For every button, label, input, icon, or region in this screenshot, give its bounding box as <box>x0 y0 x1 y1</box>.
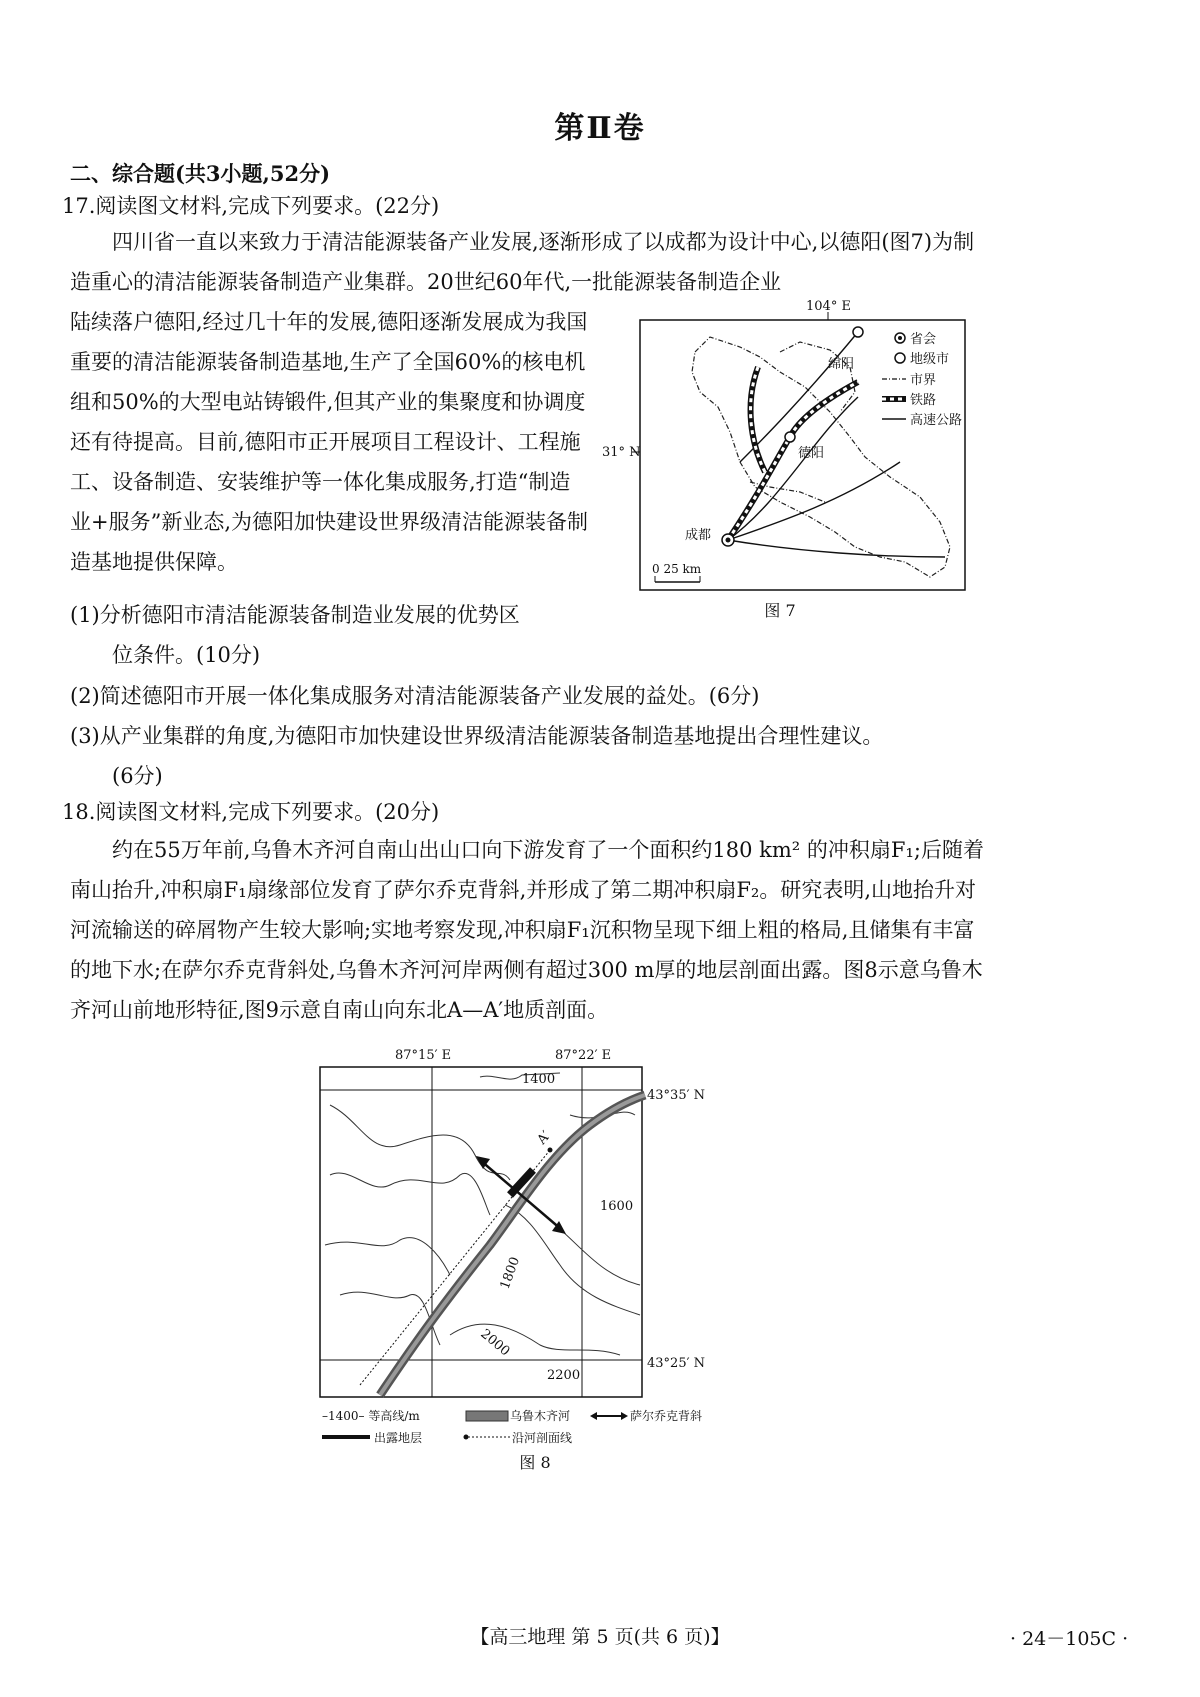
fig8-legend-anticline: 萨尔乔克背斜 <box>630 1409 703 1423</box>
q17-sub1-line2: 位条件。(10分) <box>112 643 261 667</box>
fig7-lat-label: 31° N <box>602 445 641 460</box>
figure-7-map <box>600 292 980 622</box>
fig7-lon-label: 104° E <box>806 299 851 314</box>
q17-para-left: 陆续落户德阳,经过几十年的发展,德阳逐渐发展成为我国重要的清洁能源装备制造基地,生产了全国60%的核电机组和50%的大型电站铸锻件,但其产业的集聚度和协调度还有待提高。目前,德阳市正开展项目工程设计、工程施工、设备制造、安装维护等一体化集成服务,打造“制造业+服务”新业态,为德阳加快建设世界级清洁能源装备制造基地提供保障。 <box>70 310 589 574</box>
q17-para-top: 四川省一直以来致力于清洁能源装备产业发展,逐渐形成了以成都为设计中心,以德阳(图7)为制造重心的清洁能源装备制造产业集群。20世纪60年代,一批能源装备制造企业 <box>70 230 975 294</box>
q17-sub1-line1: (1)分析德阳市清洁能源装备制造业发展的优势区 <box>70 603 520 627</box>
q17-sub3-line1: (3)从产业集群的角度,为德阳市加快建设世界级清洁能源装备制造基地提出合理性建议。 <box>70 724 884 748</box>
fig8-lat-top: 43°35′ N <box>647 1088 706 1103</box>
fig7-mianyang-label: 绵阳 <box>828 357 855 372</box>
fig8-contour-2000: 2000 <box>477 1326 513 1360</box>
q17-sub2: (2)简述德阳市开展一体化集成服务对清洁能源装备产业发展的益处。(6分) <box>70 684 760 708</box>
fig7-caption: 图 7 <box>764 601 796 620</box>
fig7-deyang-marker <box>785 432 795 442</box>
fig7-mianyang-boundary <box>780 342 855 412</box>
fig8-lon1: 87°15′ E <box>395 1048 452 1063</box>
section-header: 二、综合题(共3小题,52分) <box>70 161 331 186</box>
fig8-legend-outcrop: 出露地层 <box>374 1431 423 1445</box>
fig7-chengdu-label: 成都 <box>685 528 712 543</box>
fig7-chengdu-dot <box>726 538 731 543</box>
q17-body <box>70 302 588 582</box>
q18-para: 约在55万年前,乌鲁木齐河自南山出山口向下游发育了一个面积约180 km² 的冲积扇F₁;后随着南山抬升,冲积扇F₁扇缘部位发育了萨尔乔克背斜,并形成了第二期冲积扇F₂。研究表明,山地抬升对河流输送的碎屑物产生较大影响;实地考察发现,冲积扇F₁沉积物呈现下细上粗的格局,且储集有丰富的地下水;在萨尔乔克背斜处,乌鲁木齐河河岸两侧有超过300 m厚的地层剖面出露。图8示意乌鲁木齐河山前地形特征,图9示意自南山向东北A—A′地质剖面。 <box>70 838 984 1022</box>
fig8-river <box>380 1095 645 1395</box>
figure-7 <box>600 292 980 622</box>
paper-code: · 24－105C · <box>1010 1628 1129 1650</box>
fig8-legend-river-icon <box>466 1411 508 1421</box>
fig7-legend-city-icon <box>895 353 905 363</box>
fig7-highway-3 <box>728 540 945 557</box>
page-title: 第Ⅱ卷 <box>554 111 646 146</box>
fig7-legend-city: 地级市 <box>910 352 950 367</box>
fig8-contour-1800: 1800 <box>497 1255 524 1292</box>
q17-sub1 <box>70 595 590 675</box>
fig7-scale-label: 0 25 km <box>652 562 702 576</box>
fig8-point-a: A′ <box>534 1128 554 1148</box>
figure-8 <box>300 1045 780 1475</box>
fig8-lat-bottom: 43°25′ N <box>647 1356 706 1371</box>
fig7-highway-1 <box>728 397 858 540</box>
fig8-legend-contour: –1400– 等高线/m <box>322 1409 420 1423</box>
fig8-contour-1400: 1400 <box>522 1072 556 1087</box>
fig8-contour-1600: 1600 <box>600 1199 634 1214</box>
fig8-caption: 图 8 <box>519 1453 551 1472</box>
fig7-mianyang-marker <box>853 327 863 337</box>
fig7-deyang-label: 德阳 <box>798 446 825 461</box>
q18-heading: 18.阅读图文材料,完成下列要求。(20分) <box>62 800 440 824</box>
page-footer: 【高三地理 第 5 页(共 6 页)】 <box>470 1626 730 1648</box>
fig7-legend-highway: 高速公路 <box>910 413 963 428</box>
q17-sub3 <box>70 716 990 796</box>
fig7-highway-4 <box>740 332 858 462</box>
q18-body <box>70 830 985 1030</box>
q17-intro <box>70 222 980 302</box>
figure-8-map <box>300 1045 780 1475</box>
fig7-legend-capital: 省会 <box>910 332 937 347</box>
fig7-legend-rail: 铁路 <box>910 393 937 408</box>
q17-heading: 17.阅读图文材料,完成下列要求。(22分) <box>62 194 440 218</box>
fig8-lon2: 87°22′ E <box>555 1048 612 1063</box>
fig8-legend-profile: 沿河剖面线 <box>512 1431 573 1445</box>
q17-sub3-line2: (6分) <box>112 764 163 788</box>
fig8-legend-river: 乌鲁木齐河 <box>510 1409 571 1423</box>
fig7-legend-border: 市界 <box>910 373 937 388</box>
fig8-contour-2200: 2200 <box>547 1368 581 1383</box>
